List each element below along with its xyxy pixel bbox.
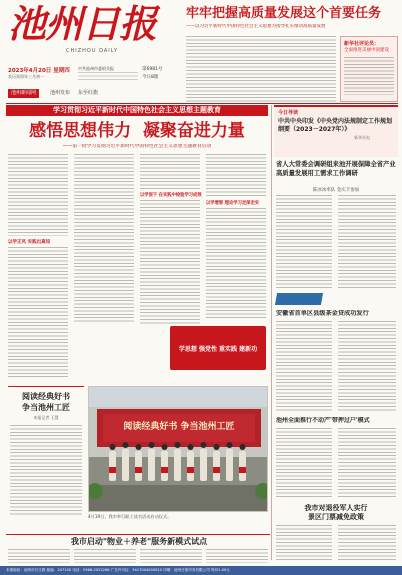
left-feature-body xyxy=(10,425,82,517)
theme-section-head-2: 以学促干 在实践中检验学习成效 xyxy=(140,193,202,198)
editorial-box-text: 全面推进美丽中国建设 xyxy=(344,48,389,53)
theme-headline: 感悟思想伟力 凝聚奋进力量 xyxy=(29,121,245,141)
theme-subheadline: ——第一批学习贯彻习近平新时代中国特色社会主义思想主题教育启动 xyxy=(62,144,212,149)
editorial-box xyxy=(340,36,398,102)
theme-col-1b xyxy=(8,247,68,377)
today-pages: 今日8版 xyxy=(142,75,159,80)
bottom-headline[interactable]: 我市启动"物业＋养老"服务新模式试点 xyxy=(70,536,208,546)
editorial-box-title: 新华社评论员： xyxy=(344,41,380,47)
edition-tag[interactable]: 池州新闻网 xyxy=(8,89,39,98)
right-article-3-body xyxy=(276,321,332,411)
right-article-4-title[interactable]: 池州全面推行不动产'带押过户'模式 xyxy=(276,417,370,424)
digest-tag: 今日导读 xyxy=(278,110,299,116)
masthead-fineprint xyxy=(78,72,138,82)
right-article-5-title[interactable]: 我市对退役军人实行 景区门票减免政策 xyxy=(304,503,368,521)
lunar-date: 农历癸卯年三月初一 xyxy=(8,74,44,79)
bottom-article-body-4 xyxy=(206,549,268,563)
theme-article xyxy=(8,154,266,382)
theme-col-2 xyxy=(74,154,134,324)
theme-col-3b xyxy=(140,200,200,324)
masthead xyxy=(8,1,180,64)
digest-item1-title[interactable]: 中共中央印发《中央党内法规制定工作规划纲要（2023－2027年）》 xyxy=(278,118,393,133)
theme-slogan-box xyxy=(170,326,266,370)
bottom-article-body-3 xyxy=(140,549,202,563)
digest-box[interactable] xyxy=(274,105,398,157)
top-rule xyxy=(6,103,398,104)
newspaper-pinyin: CHIZHOU DAILY xyxy=(66,48,118,54)
app-strip xyxy=(8,89,180,99)
bottom-article-body-1 xyxy=(8,549,70,563)
right-article-4-body-b xyxy=(338,428,396,498)
theme-section-head-3: 以学增智 理论学习走深走实 xyxy=(206,201,260,206)
top-article-body xyxy=(186,36,336,102)
theme-col-1a xyxy=(8,154,68,236)
theme-banner: 学习贯彻习近平新时代中国特色社会主义思想主题教育 xyxy=(6,105,268,116)
right-column xyxy=(274,105,398,560)
app-link-1[interactable]: 池州发布 xyxy=(50,90,71,96)
left-feature-title[interactable]: 阅读经典好书 争当池州工匠 xyxy=(22,391,70,412)
newspaper-logo: 池州日报 xyxy=(8,1,157,46)
top-headline: 牢牢把握高质量发展这个首要任务 xyxy=(186,6,382,21)
photo-banner-text: 阅读经典好书 争当池州工匠 xyxy=(123,422,235,432)
editorial-box-body xyxy=(344,57,394,95)
top-headline-block xyxy=(186,6,398,104)
footer-text: 本报地址：池州市长江路 邮编：247100 电话：0566-2022286 广告许可证：3417004000010 印刷：池州日报印务有限公司 每份1.00元 xyxy=(6,568,230,572)
right-article-5-body xyxy=(276,525,332,561)
news-photo[interactable] xyxy=(88,386,268,512)
publisher-line: 中共池州市委机关报 xyxy=(78,66,114,71)
top-subheadline: ——以习近平新时代中国特色社会主义思想为指导扎实推动高质量发展 xyxy=(186,24,326,29)
theme-col-3a xyxy=(140,154,200,190)
bottom-article-body-2 xyxy=(74,549,136,563)
right-article-3-body-b xyxy=(338,321,396,411)
theme-col-4a xyxy=(206,154,266,198)
photo-caption: 4月19日，我市举行职工读书活动启动仪式。 xyxy=(88,514,172,519)
masthead-info-row xyxy=(8,64,180,88)
right-article-2-body xyxy=(276,195,332,290)
right-mid-stamp xyxy=(275,293,323,305)
bottom-rule xyxy=(6,534,270,535)
left-feature xyxy=(8,386,84,534)
column-divider xyxy=(271,105,272,560)
right-article-4-body xyxy=(276,428,332,498)
theme-slogan: 学思想 强党性 重实践 建新功 xyxy=(178,346,258,353)
theme-col-4b xyxy=(206,208,266,318)
right-article-3-title[interactable]: 安徽省首单区县级茶金贷成功发行 xyxy=(276,310,369,317)
theme-section-head-1: 以学正风 实践出真知 xyxy=(8,240,51,245)
issue-number: 第6981号 xyxy=(142,67,163,72)
left-feature-byline: 本报记者 王慧 xyxy=(33,415,59,420)
footer-bar xyxy=(0,566,402,575)
photo-svg xyxy=(89,387,268,512)
right-article-2-title[interactable]: 省人大常委会调研组来池开展保障全省产业高质量发展用工需求工作调研 xyxy=(276,161,396,177)
right-article-5-body-b xyxy=(338,525,396,561)
digest-item1-source: 新华社电 xyxy=(354,135,370,140)
right-article-2-body-b xyxy=(338,195,396,290)
right-article-2-sub: 陈冰冰率队 金庆丰参加 xyxy=(312,188,360,193)
issue-date: 2023年4月20日 星期四 xyxy=(8,68,70,74)
app-link-2[interactable]: 东至红旗 xyxy=(78,90,99,96)
